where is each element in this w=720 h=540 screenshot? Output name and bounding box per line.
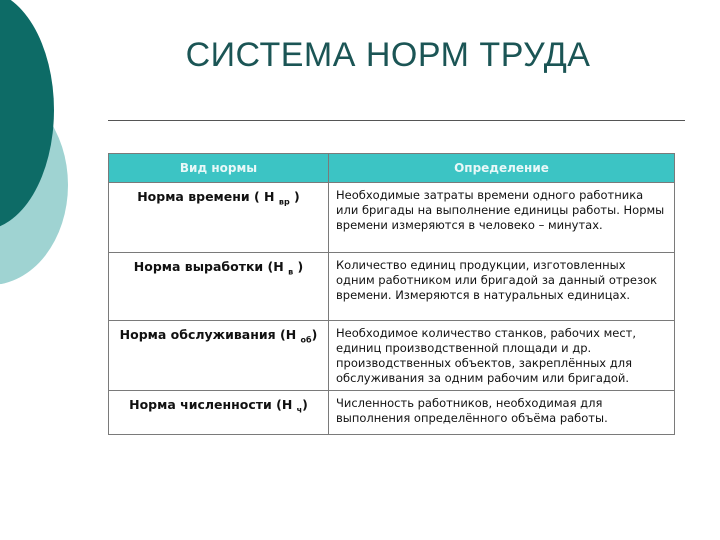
- page-title: СИСТЕМА НОРМ ТРУДА: [185, 36, 591, 74]
- title-divider: [108, 120, 685, 121]
- norm-subscript: об: [300, 335, 312, 345]
- table-row: [109, 391, 675, 435]
- norm-definition: Необходимые затраты времени одного работника или бригады на выполнение единицы работы. Нормы времени измеряются в человеко – минутах.: [329, 183, 675, 253]
- norm-subscript: ч: [296, 405, 303, 415]
- norm-name: Норма времени ( Н: [137, 189, 275, 204]
- norm-name-end: ): [293, 259, 304, 274]
- decorative-circles: [0, 0, 80, 300]
- norm-name-cell: [109, 253, 329, 321]
- norm-name: Норма выработки (Н: [133, 259, 284, 274]
- norm-name-cell: [109, 391, 329, 435]
- norm-name-end: ): [302, 397, 308, 412]
- norm-definition: Необходимое количество станков, рабочих мест, единиц производственной площади и др. производственных объектов, закреплённых для обслуживания за одним рабочим или бригадой.: [329, 321, 675, 391]
- table-row: [109, 183, 675, 253]
- norm-name-end: ): [311, 327, 318, 342]
- table-row: [109, 253, 675, 321]
- column-header-definition: Определение: [329, 154, 675, 183]
- norm-name: Норма численности (Н: [129, 397, 293, 412]
- norm-definition: Количество единиц продукции, изготовленных одним работником или бригадой за данный отрезок времени. Измеряются в натуральных единицах.: [329, 253, 675, 321]
- norm-subscript: вр: [278, 197, 290, 207]
- column-header-type: Вид нормы: [109, 154, 329, 183]
- table-row: [109, 321, 675, 391]
- norm-name-end: ): [289, 189, 300, 204]
- norms-table: [108, 153, 675, 435]
- norm-definition: Численность работников, необходимая для выполнения определённого объёма работы.: [329, 391, 675, 435]
- table-header-row: [109, 154, 675, 183]
- norm-name: Норма обслуживания (Н: [119, 327, 297, 342]
- norm-subscript: в: [288, 267, 294, 277]
- norm-name-cell: [109, 321, 329, 391]
- norm-name-cell: [109, 183, 329, 253]
